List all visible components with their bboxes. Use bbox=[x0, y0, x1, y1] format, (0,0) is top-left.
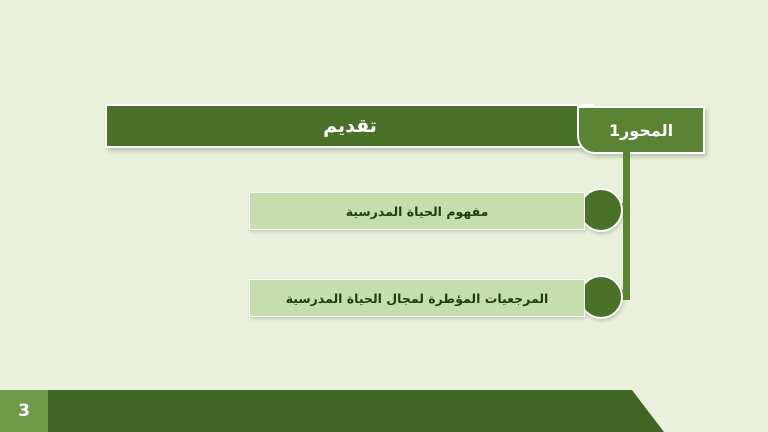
header-group bbox=[105, 104, 705, 156]
item-box[interactable] bbox=[249, 279, 585, 317]
item-box[interactable] bbox=[249, 192, 585, 230]
header-bar bbox=[105, 104, 595, 148]
list-item[interactable] bbox=[183, 279, 663, 317]
page-title: تقديم bbox=[323, 115, 377, 137]
footer-bar bbox=[0, 390, 768, 432]
axis-tab[interactable] bbox=[577, 106, 705, 154]
page-number-badge bbox=[0, 390, 48, 432]
page-number: 3 bbox=[18, 401, 30, 421]
bullet-circle-icon bbox=[579, 188, 623, 232]
list-item[interactable] bbox=[183, 192, 663, 230]
item-label: المرجعيات المؤطرة لمجال الحياة المدرسية bbox=[285, 290, 549, 306]
item-label: مفهوم الحياة المدرسية bbox=[345, 203, 489, 219]
axis-tab-label: المحور1 bbox=[608, 120, 674, 140]
bullet-circle-icon bbox=[579, 275, 623, 319]
